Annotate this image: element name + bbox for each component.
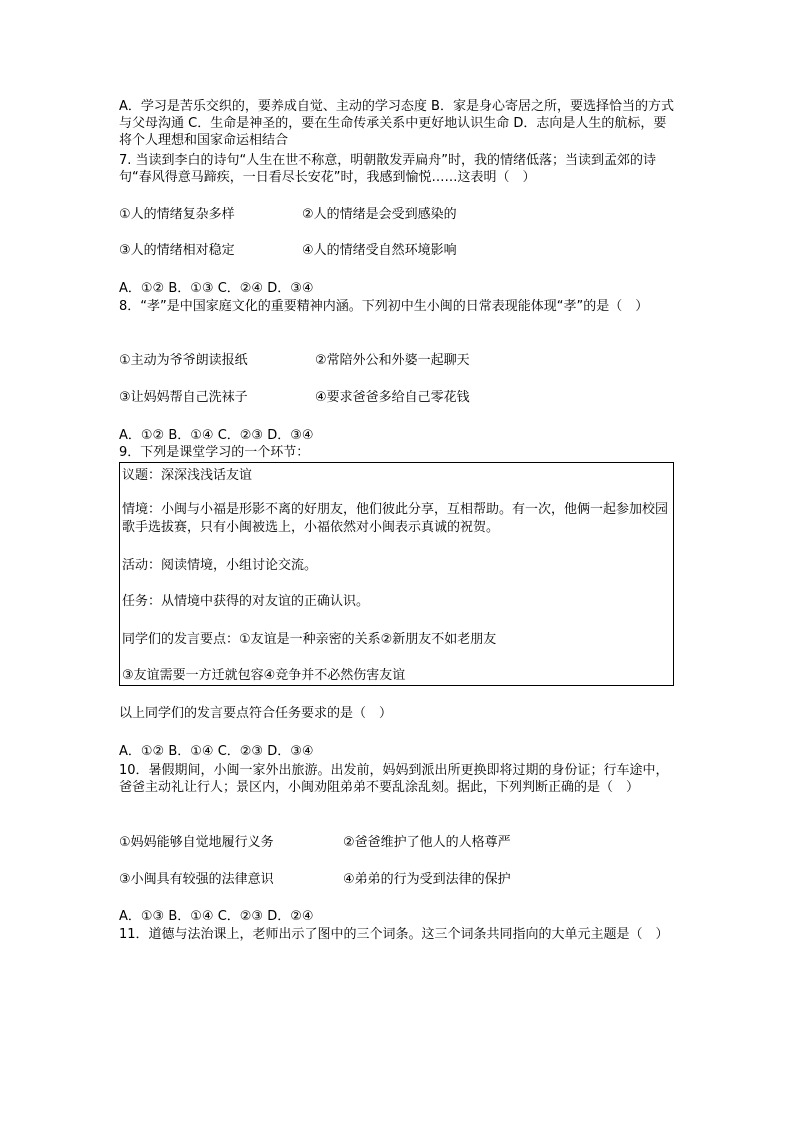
q9-points-line-1: 同学们的发言要点：①友谊是一种亲密的关系②新朋友不如老朋友 — [122, 632, 497, 647]
q8-statement-3: ③让妈妈帮自己洗袜子 — [119, 390, 248, 405]
q7-stem: 7. 当读到李白的诗句“人生在世不称意，明朝散发弄扁舟”时，我的情绪低落；当读到孟郊的诗句“春风得意马蹄疾，一日看尽长安花”时，我感到愉悦……这表明（ ） — [119, 153, 657, 185]
q7-statement-4: ④人的情绪受自然环境影响 — [302, 243, 457, 258]
q7-statement-2: ②人的情绪是会受到感染的 — [302, 207, 457, 222]
q9-situation: 情境：小闽与小福是形影不离的好朋友，他们彼此分享，互相帮助。有一次，他俩一起参加校园歌手选拔赛，只有小闽被选上，小福依然对小闽表示真诚的祝贺。 — [122, 502, 669, 535]
q7-statement-3: ③人的情绪相对稳定 — [119, 243, 235, 258]
q10-statement-4: ④弟弟的行为受到法律的保护 — [343, 872, 511, 887]
q9-question: 以上同学们的发言要点符合任务要求的是（ ） — [119, 706, 393, 721]
q9-task: 任务：从情境中获得的对友谊的正确认识。 — [122, 594, 370, 609]
q10-statement-1: ①妈妈能够自觉地履行义务 — [119, 835, 274, 850]
q8-statement-4: ④要求爸爸多给自己零花钱 — [315, 390, 470, 405]
q7-choices: A．①② B．①③ C．②④ D．③④ — [119, 281, 314, 296]
q9-activity: 活动：阅读情境，小组讨论交流。 — [122, 558, 318, 573]
q9-topic: 议题：深深浅浅话友谊 — [122, 468, 253, 483]
q8-stem: 8．“孝”是中国家庭文化的重要精神内涵。下列初中生小闽的日常表现能体现“孝”的是（ ） — [119, 299, 649, 314]
q8-statement-1: ①主动为爷爷朗读报纸 — [119, 353, 248, 368]
q6-options: A．学习是苦乐交织的，要养成自觉、主动的学习态度 B．家是身心寄居之所，要选择恰当的方式与父母沟通 C．生命是神圣的，要在生命传承关系中更好地认识生命 D．志向是人生的航标，要将个人理想和国家命运相结合 — [119, 99, 674, 148]
q9-choices: A．①② B．①④ C．②③ D．③④ — [119, 744, 314, 759]
q8-statement-2: ②常陪外公和外婆一起聊天 — [315, 353, 470, 368]
q9-points-line-2: ③友谊需要一方迁就包容④竞争并不必然伤害友谊 — [122, 668, 406, 683]
q9-classroom-box — [119, 462, 674, 686]
q11-stem: 11．道德与法治课上，老师出示了图中的三个词条。这三个词条共同指向的大单元主题是（ ） — [119, 927, 669, 942]
q8-choices: A．①② B．①④ C．②③ D．③④ — [119, 428, 314, 443]
q10-statement-2: ②爸爸维护了他人的人格尊严 — [343, 835, 511, 850]
q10-statement-3: ③小闽具有较强的法律意识 — [119, 872, 274, 887]
q10-choices: A．①③ B．①④ C．②③ D．②④ — [119, 909, 314, 924]
q9-stem: 9．下列是课堂学习的一个环节： — [119, 445, 310, 460]
q7-statement-1: ①人的情绪复杂多样 — [119, 207, 235, 222]
q10-stem: 10．暑假期间，小闽一家外出旅游。出发前，妈妈到派出所更换即将过期的身份证；行车途中，爸爸主动礼让行人；景区内，小闽劝阻弟弟不要乱涂乱刻。据此，下列判断正确的是（ ） — [119, 763, 669, 795]
